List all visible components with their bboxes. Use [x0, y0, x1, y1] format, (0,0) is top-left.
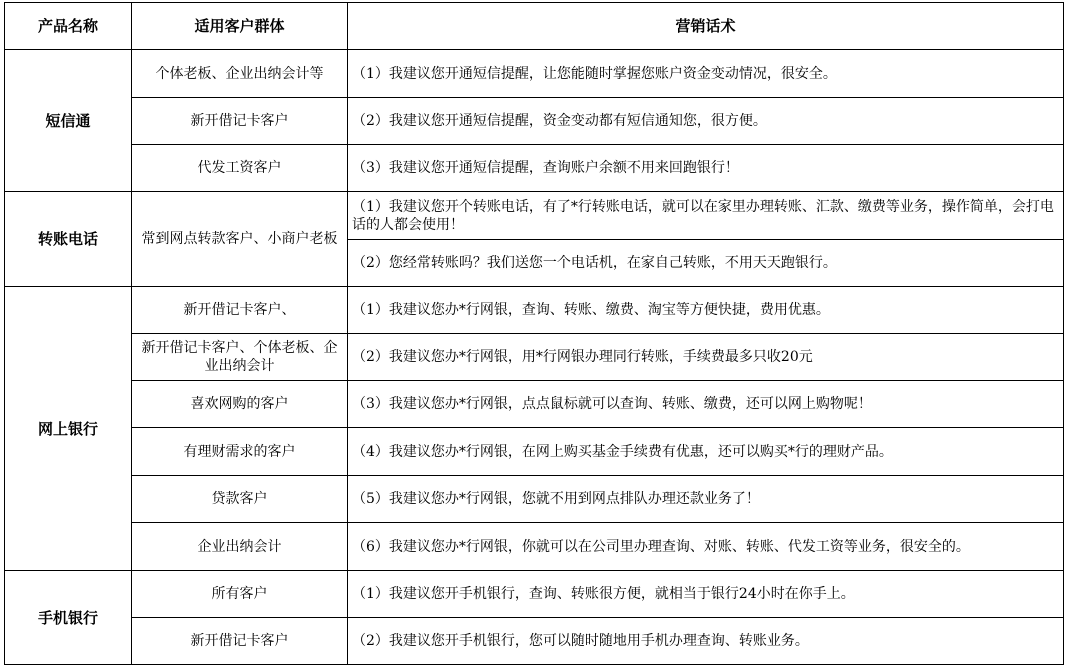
- group-cell: 有理财需求的客户: [132, 428, 348, 476]
- script-cell: （2）我建议您办*行网银，用*行网银办理同行转账，手续费最多只收20元: [348, 334, 1064, 381]
- script-cell: （4）我建议您办*行网银，在网上购买基金手续费有优惠，还可以购买*行的理财产品。: [348, 428, 1064, 476]
- marketing-script-table: [4, 2, 1064, 665]
- group-cell: 新开借记卡客户: [132, 618, 348, 665]
- group-cell: 企业出纳会计: [132, 523, 348, 571]
- table-row: [5, 618, 1064, 665]
- group-cell: 新开借记卡客户: [132, 98, 348, 145]
- header-product: 产品名称: [5, 3, 132, 50]
- table-row: [5, 287, 1064, 334]
- script-cell: （2）您经常转账吗？我们送您一个电话机，在家自己转账，不用天天跑银行。: [348, 240, 1064, 287]
- header-row: [5, 3, 1064, 50]
- script-cell: （1）我建议您开个转账电话，有了*行转账电话，就可以在家里办理转账、汇款、缴费等业务，操作简单，会打电话的人都会使用！: [348, 192, 1064, 240]
- product-cell: 转账电话: [5, 192, 132, 287]
- script-cell: （6）我建议您办*行网银，你就可以在公司里办理查询、对账、转账、代发工资等业务，很安全的。: [348, 523, 1064, 571]
- table-row: [5, 523, 1064, 571]
- script-cell: （3）我建议您办*行网银，点点鼠标就可以查询、转账、缴费，还可以网上购物呢！: [348, 381, 1064, 428]
- script-cell: （1）我建议您开通短信提醒，让您能随时掌握您账户资金变动情况，很安全。: [348, 50, 1064, 98]
- table-row: [5, 428, 1064, 476]
- group-cell: 代发工资客户: [132, 145, 348, 192]
- table-row: [5, 50, 1064, 98]
- group-cell: 新开借记卡客户、: [132, 287, 348, 334]
- group-cell: 常到网点转款客户、小商户老板: [132, 192, 348, 287]
- group-cell: 新开借记卡客户、个体老板、企业出纳会计: [132, 334, 348, 381]
- script-cell: （3）我建议您开通短信提醒，查询账户余额不用来回跑银行！: [348, 145, 1064, 192]
- table-row: [5, 571, 1064, 618]
- script-cell: （2）我建议您开通短信提醒，资金变动都有短信通知您，很方便。: [348, 98, 1064, 145]
- script-cell: （1）我建议您办*行网银，查询、转账、缴费、淘宝等方便快捷，费用优惠。: [348, 287, 1064, 334]
- table-row: [5, 334, 1064, 381]
- script-cell: （2）我建议您开手机银行，您可以随时随地用手机办理查询、转账业务。: [348, 618, 1064, 665]
- group-cell: 所有客户: [132, 571, 348, 618]
- script-cell: （1）我建议您开手机银行，查询、转账很方便，就相当于银行24小时在你手上。: [348, 571, 1064, 618]
- table-row: [5, 381, 1064, 428]
- group-cell: 贷款客户: [132, 476, 348, 523]
- table-row: [5, 192, 1064, 240]
- product-cell: 网上银行: [5, 287, 132, 571]
- product-cell: 短信通: [5, 50, 132, 192]
- table-row: [5, 476, 1064, 523]
- table-row: [5, 98, 1064, 145]
- header-script: 营销话术: [348, 3, 1064, 50]
- header-group: 适用客户群体: [132, 3, 348, 50]
- group-cell: 喜欢网购的客户: [132, 381, 348, 428]
- group-cell: 个体老板、企业出纳会计等: [132, 50, 348, 98]
- table-row: [5, 145, 1064, 192]
- product-cell: 手机银行: [5, 571, 132, 665]
- script-cell: （5）我建议您办*行网银，您就不用到网点排队办理还款业务了！: [348, 476, 1064, 523]
